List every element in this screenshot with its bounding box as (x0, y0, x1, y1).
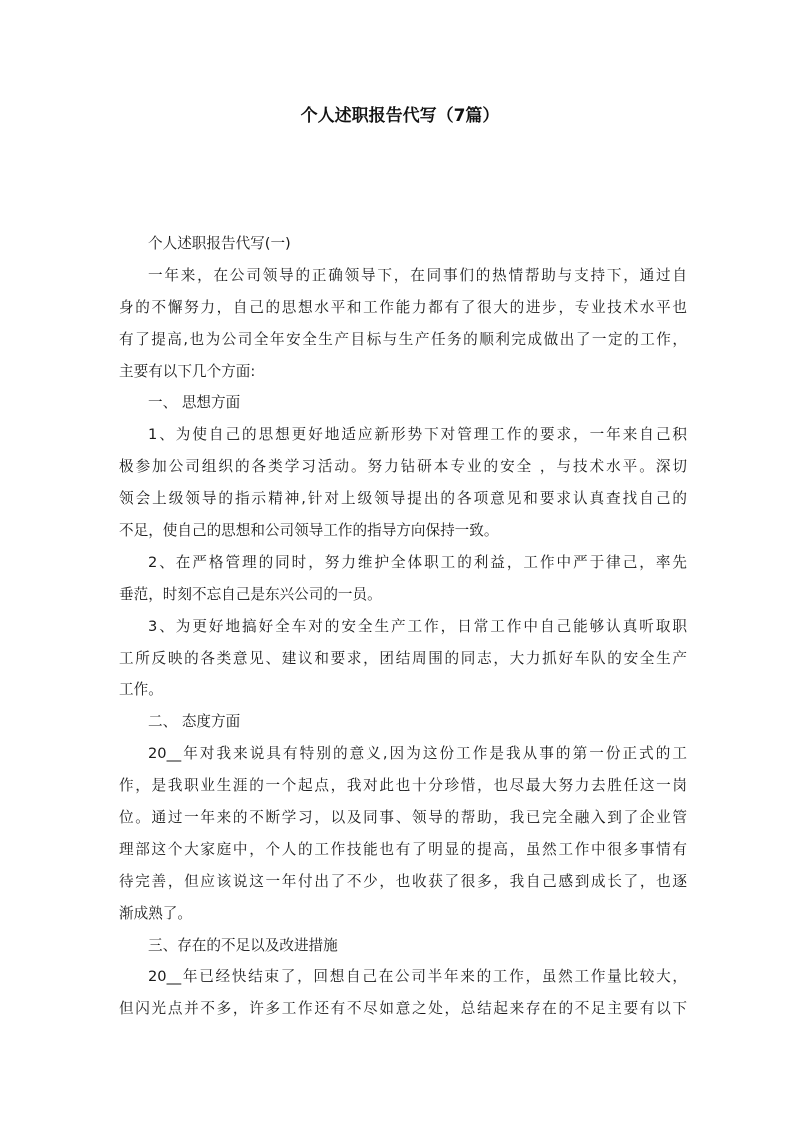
paragraph-line: 待完善，但应该说这一年付出了不少，也收获了很多，我自己感到成长了，也逐 (119, 872, 687, 890)
paragraph-line: 身的不懈努力，自己的思想水平和工作能力都有了很大的进步，专业技术水平也 (119, 298, 687, 316)
paragraph-line: 3、为更好地搞好全车对的安全生产工作，日常工作中自己能够认真听取职 (148, 617, 687, 635)
paragraph-line: 1、为使自己的思想更好地适应新形势下对管理工作的要求，一年来自己积 (148, 426, 687, 444)
paragraph-line: 主要有以下几个方面: (119, 362, 256, 380)
paragraph-line: 垂范，时刻不忘自己是东兴公司的一员。 (119, 585, 382, 603)
subsection-heading: 一、 思想方面 (148, 394, 241, 412)
paragraph-line: 理部这个大家庭中，个人的工作技能也有了明显的提高，虽然工作中很多事情有 (119, 840, 687, 858)
paragraph-line: 领会上级领导的指示精神,针对上级领导提出的各项意见和要求认真查找自己的 (119, 490, 687, 508)
paragraph-line: 极参加公司组织的各类学习活动。努力钻研本专业的安全 ，与技术水平。深切 (119, 458, 687, 476)
section-heading: 个人述职报告代写(一) (148, 235, 291, 252)
paragraph-line: 工作。 (119, 681, 163, 699)
paragraph-line: 但闪光点并不多，许多工作还有不尽如意之处，总结起来存在的不足主要有以下 (119, 1000, 687, 1018)
paragraph-line: 工所反映的各类意见、建议和要求，团结周围的同志，大力抓好车队的安全生产 (119, 649, 687, 667)
paragraph-line: 不足，使自己的思想和公司领导工作的指导方向保持一致。 (119, 522, 499, 540)
paragraph-line: 一年来，在公司领导的正确领导下，在同事们的热情帮助与支持下，通过自 (148, 266, 687, 284)
subsection-heading: 三、存在的不足以及改进措施 (148, 936, 338, 954)
paragraph-line: 位。通过一年来的不断学习，以及同事、领导的帮助，我已完全融入到了企业管 (119, 809, 687, 827)
document-title: 个人述职报告代写（7篇） (300, 106, 500, 126)
paragraph-line: 2、在严格管理的同时，努力维护全体职工的利益，工作中严于律己，率先 (148, 553, 687, 571)
subsection-heading: 二、 态度方面 (148, 713, 241, 731)
document-body (119, 228, 687, 1025)
paragraph-line: 20__年已经快结束了，回想自己在公司半年来的工作，虽然工作量比较大， (148, 968, 687, 986)
paragraph-line: 有了提高,也为公司全年安全生产目标与生产任务的顺利完成做出了一定的工作， (119, 330, 687, 348)
paragraph-line: 作，是我职业生涯的一个起点，我对此也十分珍惜，也尽最大努力去胜任这一岗 (119, 777, 687, 795)
paragraph-line: 20__年对我来说具有特别的意义,因为这份工作是我从事的第一份正式的工 (148, 745, 687, 763)
paragraph-line: 渐成熟了。 (119, 904, 192, 922)
